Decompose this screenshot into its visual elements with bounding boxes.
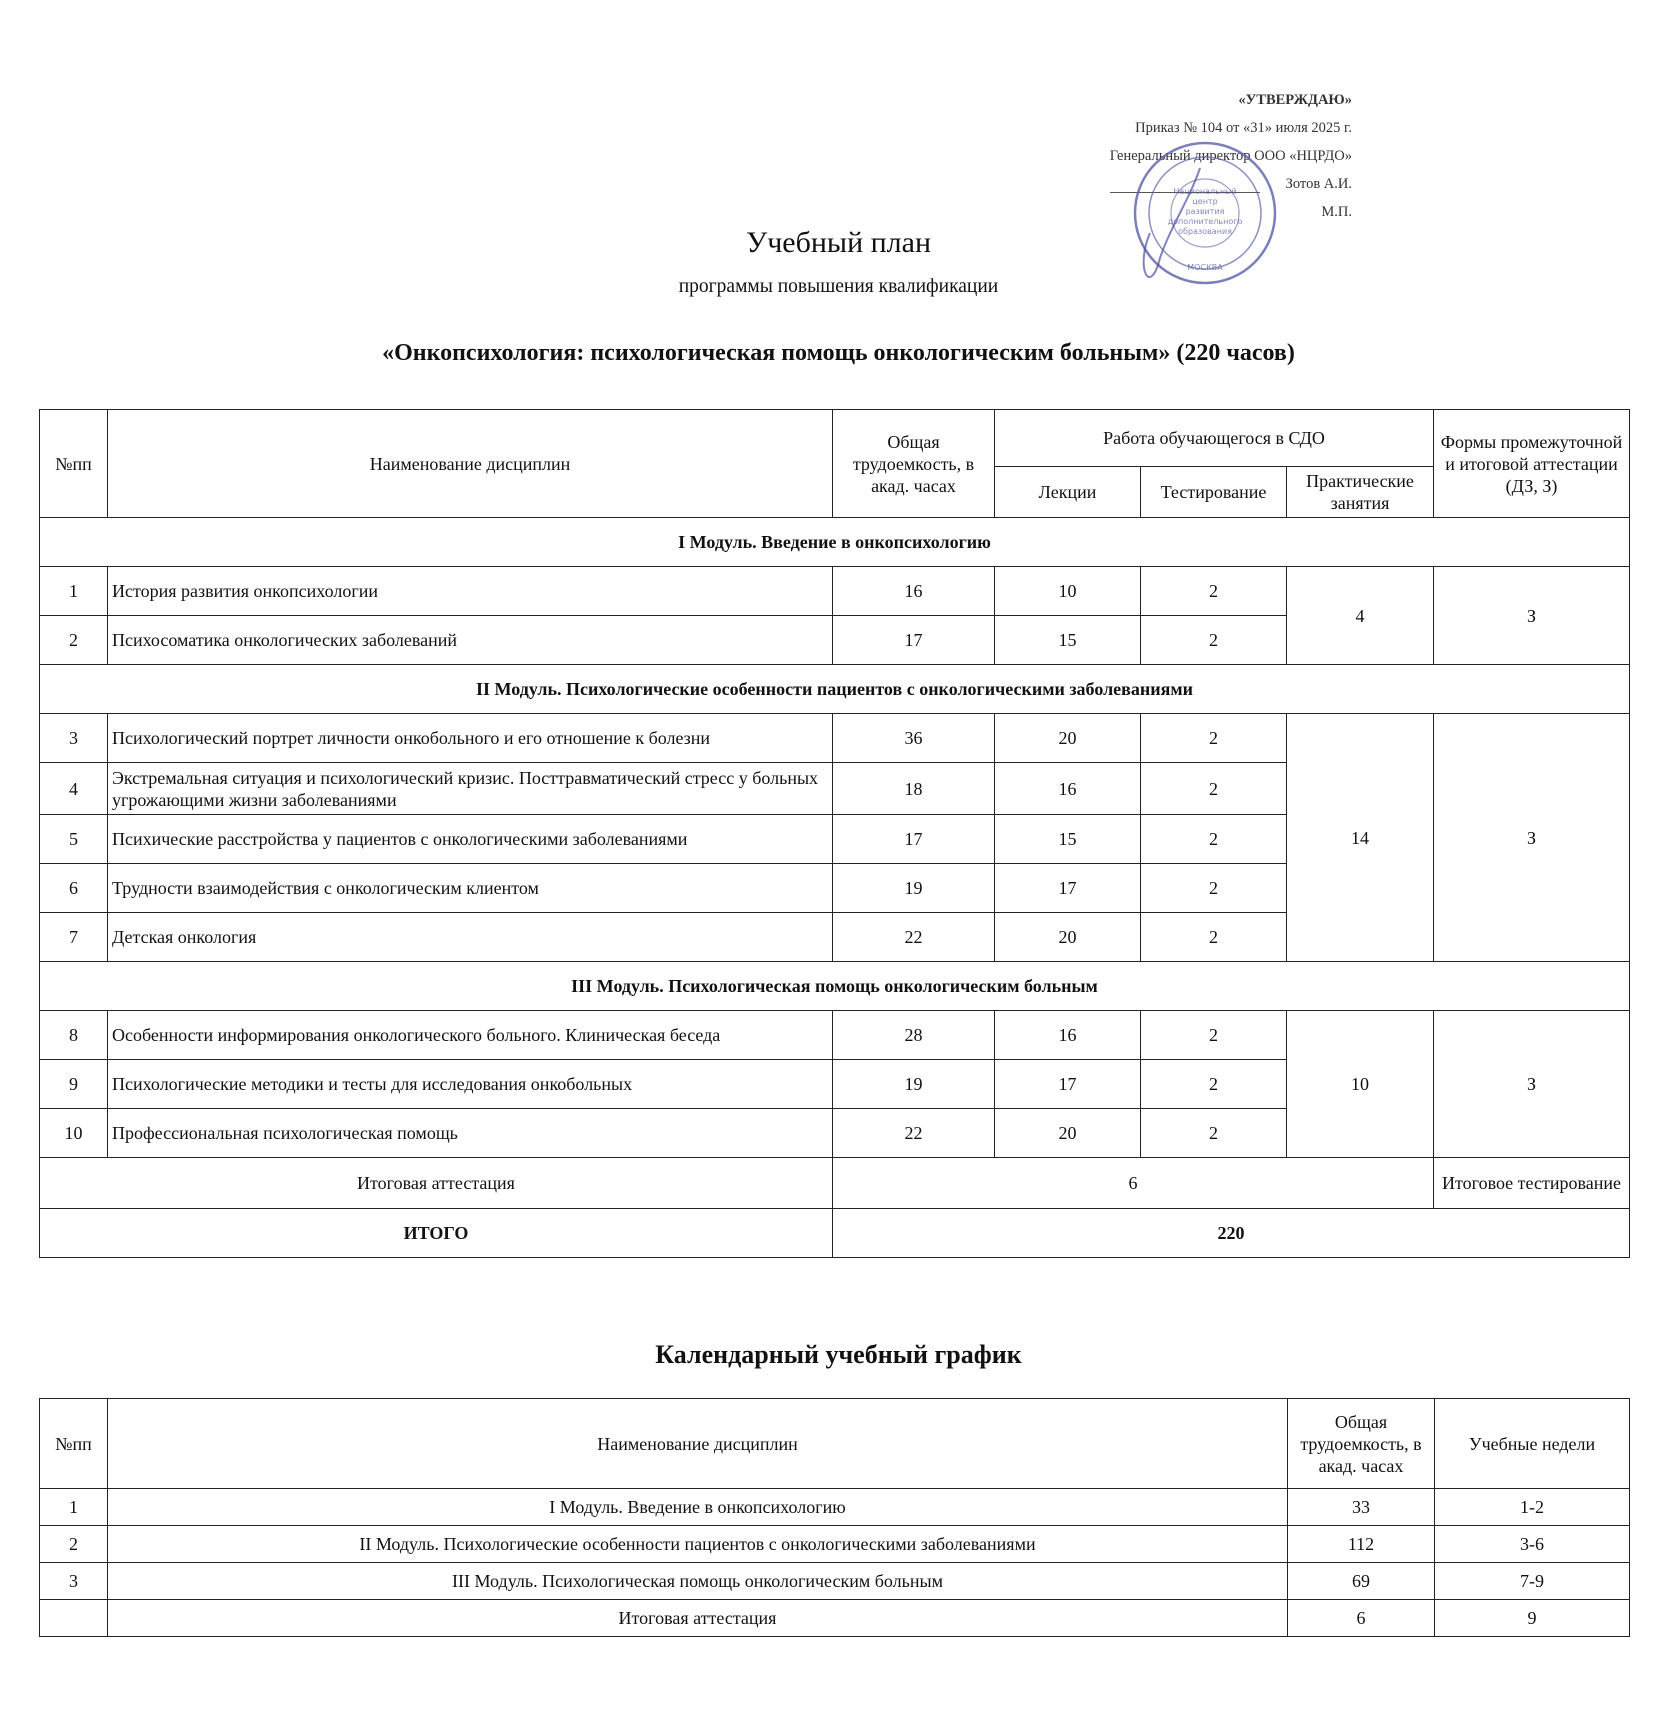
lecture-hours: 20 xyxy=(995,913,1141,962)
header-name: Наименование дисциплин xyxy=(108,410,833,518)
row-number: 4 xyxy=(40,763,108,815)
discipline-name: Психологические методики и тесты для исследования онкобольных xyxy=(108,1060,833,1109)
sched-weeks: 9 xyxy=(1435,1600,1630,1637)
row-number: 10 xyxy=(40,1109,108,1158)
header-num: №пп xyxy=(40,410,108,518)
sched-header-total: Общая трудоемкость, в акад. часах xyxy=(1288,1399,1435,1489)
total-hours: 28 xyxy=(833,1011,995,1060)
total-hours: 17 xyxy=(833,815,995,864)
schedule-row xyxy=(40,1526,1630,1563)
discipline-name: Особенности информирования онкологического больного. Клиническая беседа xyxy=(108,1011,833,1060)
discipline-name: История развития онкопсихологии xyxy=(108,567,833,616)
stamp-line-4: дополнительного xyxy=(1167,217,1243,226)
total-hours: 19 xyxy=(833,864,995,913)
module-title: III Модуль. Психологическая помощь онкологическим больным xyxy=(40,962,1630,1011)
sched-total-hours: 6 xyxy=(1288,1600,1435,1637)
sched-row-number: 2 xyxy=(40,1526,108,1563)
approval-position: Генеральный директор ООО «НЦРДО» xyxy=(1109,148,1352,164)
lecture-hours: 20 xyxy=(995,1109,1141,1158)
testing-hours: 2 xyxy=(1141,714,1287,763)
lecture-hours: 16 xyxy=(995,763,1141,815)
testing-hours: 2 xyxy=(1141,1109,1287,1158)
row-number: 9 xyxy=(40,1060,108,1109)
stamp-line-1: Национальный xyxy=(1173,187,1237,196)
sched-discipline-name: Итоговая аттестация xyxy=(108,1600,1288,1637)
approval-order: Приказ № 104 от «31» июля 2025 г. xyxy=(1135,120,1352,136)
discipline-name: Профессиональная психологическая помощь xyxy=(108,1109,833,1158)
practice-hours: 10 xyxy=(1287,1011,1434,1158)
total-hours: 18 xyxy=(833,763,995,815)
approval-heading: «УТВЕРЖДАЮ» xyxy=(1238,92,1352,108)
sched-discipline-name: III Модуль. Психологическая помощь онкологическим больным xyxy=(108,1563,1288,1600)
header-testing: Тестирование xyxy=(1141,467,1287,518)
official-stamp-icon xyxy=(1130,138,1280,288)
sched-row-number: 1 xyxy=(40,1489,108,1526)
schedule-table xyxy=(39,1398,1630,1637)
total-hours: 16 xyxy=(833,567,995,616)
row-number: 2 xyxy=(40,616,108,665)
sched-header-num: №пп xyxy=(40,1399,108,1489)
schedule-row xyxy=(40,1600,1630,1637)
total-label: ИТОГО xyxy=(40,1209,833,1258)
final-label: Итоговая аттестация xyxy=(40,1158,833,1209)
sched-weeks: 1-2 xyxy=(1435,1489,1630,1526)
testing-hours: 2 xyxy=(1141,763,1287,815)
program-title: «Онкопсихология: психологическая помощь онкологическим больным» (220 часов) xyxy=(382,340,1295,366)
sched-discipline-name: II Модуль. Психологические особенности пациентов с онкологическими заболеваниями xyxy=(108,1526,1288,1563)
practice-hours: 14 xyxy=(1287,714,1434,962)
testing-hours: 2 xyxy=(1141,864,1287,913)
lecture-hours: 20 xyxy=(995,714,1141,763)
final-hours: 6 xyxy=(833,1158,1434,1209)
module-title: II Модуль. Психологические особенности пациентов с онкологическими заболеваниями xyxy=(40,665,1630,714)
approval-seal-mark: М.П. xyxy=(1321,204,1352,220)
sched-total-hours: 33 xyxy=(1288,1489,1435,1526)
attestation-form: З xyxy=(1434,714,1630,962)
sched-header-name: Наименование дисциплин xyxy=(108,1399,1288,1489)
lecture-hours: 16 xyxy=(995,1011,1141,1060)
module-row xyxy=(40,518,1630,567)
testing-hours: 2 xyxy=(1141,913,1287,962)
sched-total-hours: 69 xyxy=(1288,1563,1435,1600)
testing-hours: 2 xyxy=(1141,1011,1287,1060)
lecture-hours: 10 xyxy=(995,567,1141,616)
table-row xyxy=(40,1011,1630,1060)
practice-hours: 4 xyxy=(1287,567,1434,665)
module-row xyxy=(40,665,1630,714)
header-practice: Практические занятия xyxy=(1287,467,1434,518)
total-hours: 17 xyxy=(833,616,995,665)
page-subtitle: программы повышения квалификации xyxy=(678,276,999,297)
approval-name: Зотов А.И. xyxy=(1285,176,1352,192)
lecture-hours: 17 xyxy=(995,864,1141,913)
sched-discipline-name: I Модуль. Введение в онкопсихологию xyxy=(108,1489,1288,1526)
row-number: 5 xyxy=(40,815,108,864)
lecture-hours: 15 xyxy=(995,815,1141,864)
sched-total-hours: 112 xyxy=(1288,1526,1435,1563)
schedule-title: Календарный учебный график xyxy=(655,1340,1022,1369)
testing-hours: 2 xyxy=(1141,567,1287,616)
header-total: Общая трудоемкость, в акад. часах xyxy=(833,410,995,518)
row-number: 8 xyxy=(40,1011,108,1060)
attestation-form: З xyxy=(1434,567,1630,665)
sched-row-number: 3 xyxy=(40,1563,108,1600)
testing-hours: 2 xyxy=(1141,1060,1287,1109)
row-number: 6 xyxy=(40,864,108,913)
total-hours: 22 xyxy=(833,1109,995,1158)
testing-hours: 2 xyxy=(1141,815,1287,864)
module-title: I Модуль. Введение в онкопсихологию xyxy=(40,518,1630,567)
stamp-line-6: МОСКВА xyxy=(1187,263,1223,272)
sched-row-number xyxy=(40,1600,108,1637)
schedule-row xyxy=(40,1563,1630,1600)
header-sdo: Работа обучающегося в СДО xyxy=(995,410,1434,467)
stamp-line-5: образования xyxy=(1178,227,1232,236)
total-hours: 22 xyxy=(833,913,995,962)
discipline-name: Психосоматика онкологических заболеваний xyxy=(108,616,833,665)
total-row xyxy=(40,1209,1630,1258)
discipline-name: Детская онкология xyxy=(108,913,833,962)
final-form: Итоговое тестирование xyxy=(1434,1158,1630,1209)
table-row xyxy=(40,714,1630,763)
attestation-form: З xyxy=(1434,1011,1630,1158)
schedule-row xyxy=(40,1489,1630,1526)
total-hours: 19 xyxy=(833,1060,995,1109)
page-title: Учебный план xyxy=(745,226,932,259)
sched-header-weeks: Учебные недели xyxy=(1435,1399,1630,1489)
curriculum-table xyxy=(39,409,1630,1258)
row-number: 1 xyxy=(40,567,108,616)
final-attestation-row xyxy=(40,1158,1630,1209)
sched-weeks: 3-6 xyxy=(1435,1526,1630,1563)
stamp-line-2: центр xyxy=(1192,197,1218,206)
module-row xyxy=(40,962,1630,1011)
header-forms: Формы промежуточной и итоговой аттестации (ДЗ, З) xyxy=(1434,410,1630,518)
lecture-hours: 17 xyxy=(995,1060,1141,1109)
discipline-name: Трудности взаимодействия с онкологическим клиентом xyxy=(108,864,833,913)
total-hours: 36 xyxy=(833,714,995,763)
discipline-name: Психические расстройства у пациентов с онкологическими заболеваниями xyxy=(108,815,833,864)
lecture-hours: 15 xyxy=(995,616,1141,665)
row-number: 3 xyxy=(40,714,108,763)
table-row xyxy=(40,567,1630,616)
discipline-name: Психологический портрет личности онкобольного и его отношение к болезни xyxy=(108,714,833,763)
sched-weeks: 7-9 xyxy=(1435,1563,1630,1600)
testing-hours: 2 xyxy=(1141,616,1287,665)
stamp-line-3: развития xyxy=(1185,207,1225,216)
row-number: 7 xyxy=(40,913,108,962)
discipline-name: Экстремальная ситуация и психологический кризис. Посттравматический стресс у больных угрожающими жизни заболеваниями xyxy=(108,763,833,815)
header-lectures: Лекции xyxy=(995,467,1141,518)
total-hours-sum: 220 xyxy=(833,1209,1630,1258)
